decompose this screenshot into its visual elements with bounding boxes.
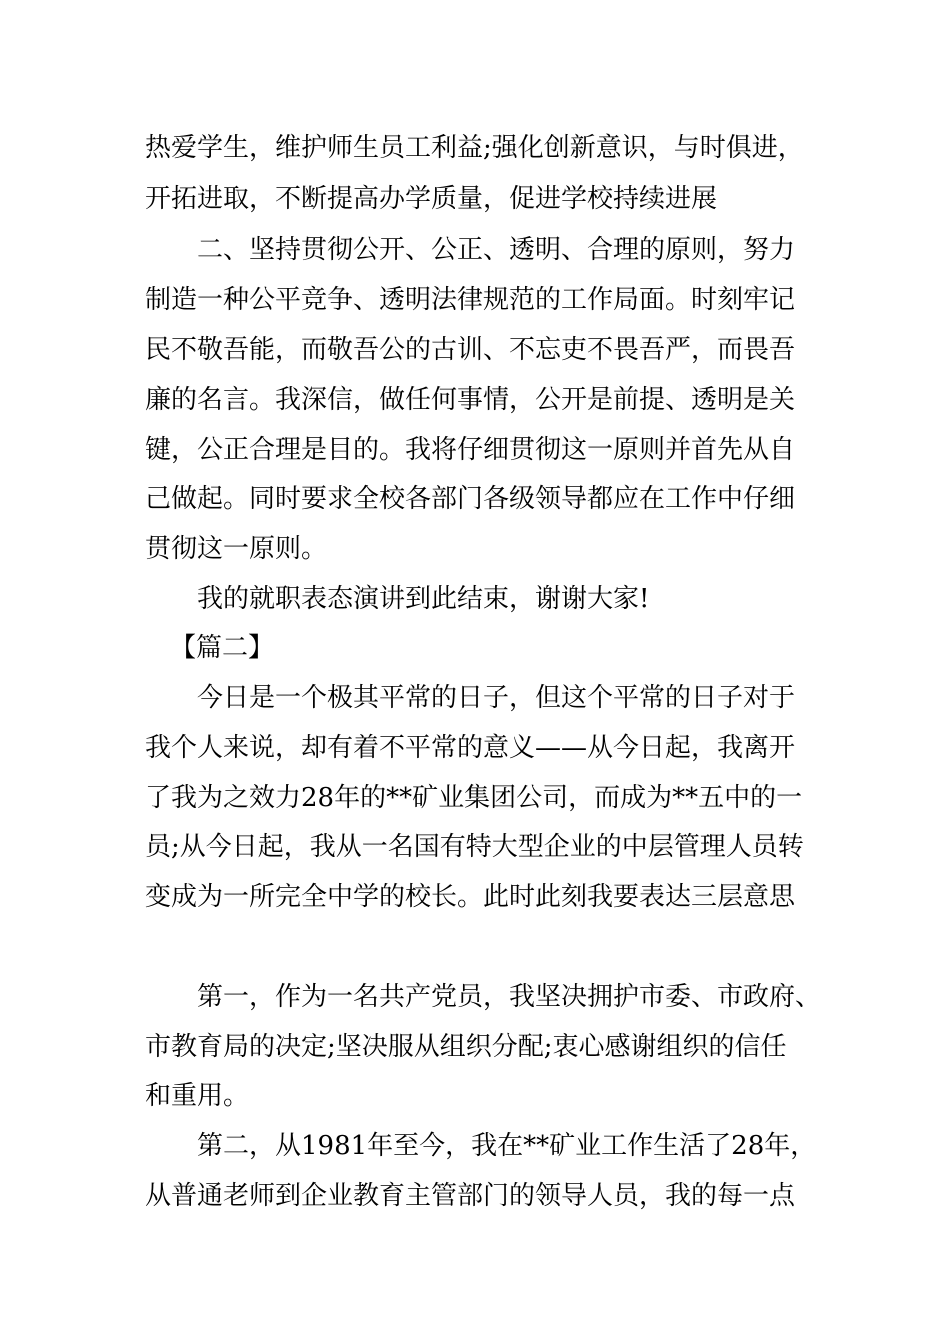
text-line: 从普通老师到企业教育主管部门的领导人员，我的每一点 (145, 1181, 796, 1211)
text-line: 和重用。 (145, 1081, 250, 1111)
text-line: 员;从今日起，我从一名国有特大型企业的中层管理人员转 (145, 832, 804, 862)
text-line: 民不敬吾能，而敬吾公的古训、不忘吏不畏吾严，而畏吾 (145, 335, 796, 365)
section-heading: 【篇二】 (170, 633, 275, 663)
paragraph-start: 二、坚持贯彻公开、公正、透明、合理的原则，努力 (197, 235, 796, 265)
paragraph-start: 第二，从1981年至今，我在**矿业工作生活了28年， (197, 1131, 817, 1161)
text-line: 己做起。同时要求全校各部门各级领导都应在工作中仔细 (145, 484, 796, 514)
text-line: 制造一种公平竞争、透明法律规范的工作局面。时刻牢记 (145, 285, 796, 315)
text-line: 键，公正合理是目的。我将仔细贯彻这一原则并首先从自 (145, 435, 796, 465)
paragraph-start: 今日是一个极其平常的日子，但这个平常的日子对于 (197, 683, 796, 713)
text-line: 了我为之效力28年的**矿业集团公司，而成为**五中的一 (145, 783, 803, 813)
text-line: 我个人来说，却有着不平常的意义——从今日起，我离开 (145, 733, 796, 763)
text-line: 贯彻这一原则。 (145, 534, 328, 564)
text-line: 变成为一所完全中学的校长。此时此刻我要表达三层意思 (145, 882, 796, 912)
text-line: 热爱学生，维护师生员工利益;强化创新意识，与时俱进， (145, 133, 804, 163)
paragraph-start: 第一，作为一名共产党员，我坚决拥护市委、市政府、 (197, 982, 822, 1012)
paragraph-start: 我的就职表态演讲到此结束，谢谢大家! (197, 584, 650, 614)
text-line: 市教育局的决定;坚决服从组织分配;衷心感谢组织的信任 (145, 1032, 787, 1062)
text-line: 廉的名言。我深信，做任何事情，公开是前提、透明是关 (145, 385, 796, 415)
text-line: 开拓进取，不断提高办学质量，促进学校持续进展 (145, 184, 718, 214)
